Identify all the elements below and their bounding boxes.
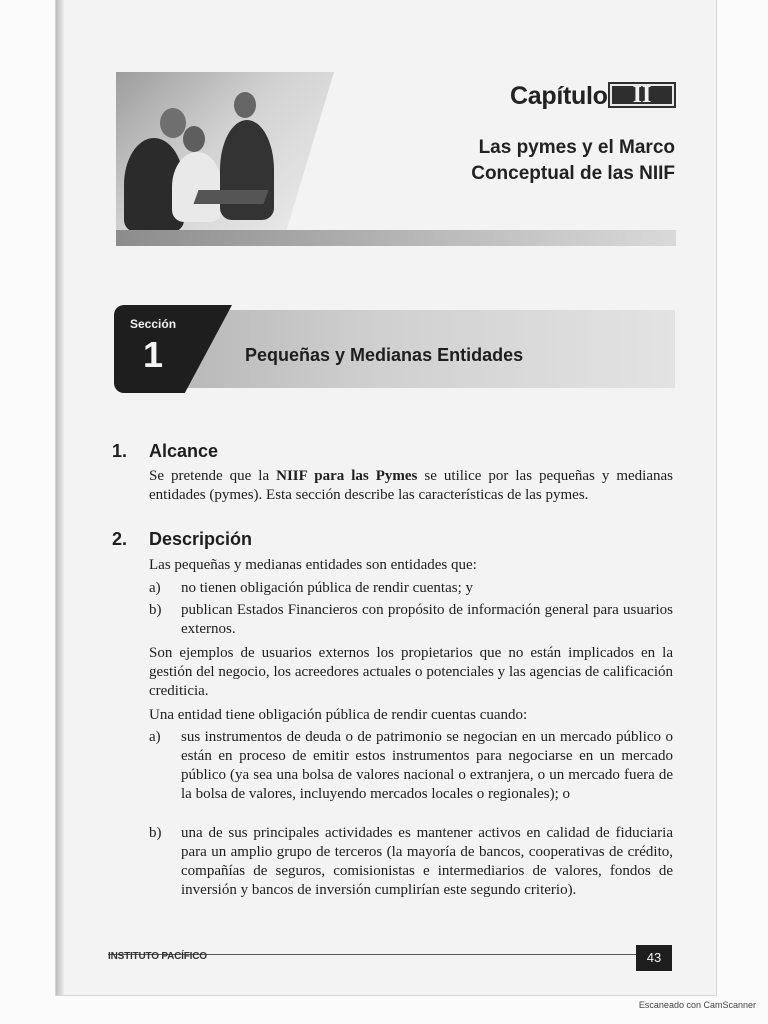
- section-number: 1: [143, 334, 164, 375]
- list-item-text: sus instrumentos de deuda o de patrimonio se negocian en un mercado público o están en proceso de emitir estos instrumentos para negociarse en un mercado público (ya sea una bolsa de valores nacional o extranjera, o un mercado fuera de la bolsa de valores, incluyendo mercados locales o regionales); o: [181, 729, 673, 802]
- section-word: Sección: [130, 317, 177, 331]
- heading-number-2: 2.: [112, 529, 128, 549]
- chapter-title: [470, 135, 675, 187]
- list-item-letter: b): [149, 825, 162, 841]
- list-item-text: no tienen obligación pública de rendir cuentas; y: [181, 580, 473, 596]
- person-right: [220, 120, 274, 220]
- footer-publisher: INSTITUTO PACÍFICO: [108, 951, 207, 962]
- paragraph-obligation: Una entidad tiene obligación pública de rendir cuentas cuando:: [149, 707, 528, 723]
- paragraph-descripcion-intro: Las pequeñas y medianas entidades son entidades que:: [149, 557, 477, 573]
- chapter-title-line1: Las pymes y el Marco: [478, 137, 675, 158]
- list-item-letter: b): [149, 602, 162, 618]
- laptop-icon: [193, 190, 268, 204]
- person-left-head: [160, 108, 186, 138]
- section-title: Pequeñas y Medianas Entidades: [245, 345, 524, 365]
- alcance-bold-niif: NIIF para las Pymes: [276, 468, 418, 484]
- page-edge-shadow: [56, 0, 64, 995]
- alcance-text-b: se utilice por las pequeñas y medianas entidades (pymes). Esta sección describe las características de las pymes.: [149, 468, 673, 503]
- paragraph-examples: Son ejemplos de usuarios externos los propietarios que no están implicados en la gestión del negocio, los acreedores actuales o potenciales y las agencias de calificación crediticia.: [149, 645, 673, 699]
- list-item-text: una de sus principales actividades es mantener activos en calidad de fiduciaria para un amplio grupo de terceros (la mayoría de bancos, cooperativas de crédito, compañías de seguros, comisionistas e intermediarios de valores, fondos de inversión y bancos de inversión cumplirían este segundo criterio).: [181, 825, 673, 898]
- person-right-head: [234, 92, 256, 118]
- chapter-label: Capítulo: [510, 82, 608, 110]
- heading-number-1: 1.: [112, 441, 128, 461]
- person-middle: [172, 152, 222, 222]
- list-item-letter: a): [149, 729, 161, 745]
- page-number: 43: [636, 945, 672, 971]
- chapter-title-line2: Conceptual de las NIIF: [471, 163, 675, 184]
- scanner-watermark: Escaneado con CamScanner: [638, 1000, 756, 1010]
- alcance-text-a: Se pretende que la: [149, 468, 277, 484]
- list-item-text: publican Estados Financieros con propósito de información general para usuarios externos.: [181, 602, 673, 637]
- list-item-letter: a): [149, 580, 161, 596]
- person-middle-head: [183, 126, 205, 152]
- heading-descripcion: Descripción: [149, 529, 253, 549]
- chapter-number: II: [608, 82, 676, 108]
- heading-alcance: Alcance: [149, 441, 219, 461]
- header-rule: [116, 230, 676, 246]
- paragraph-alcance: [149, 467, 673, 505]
